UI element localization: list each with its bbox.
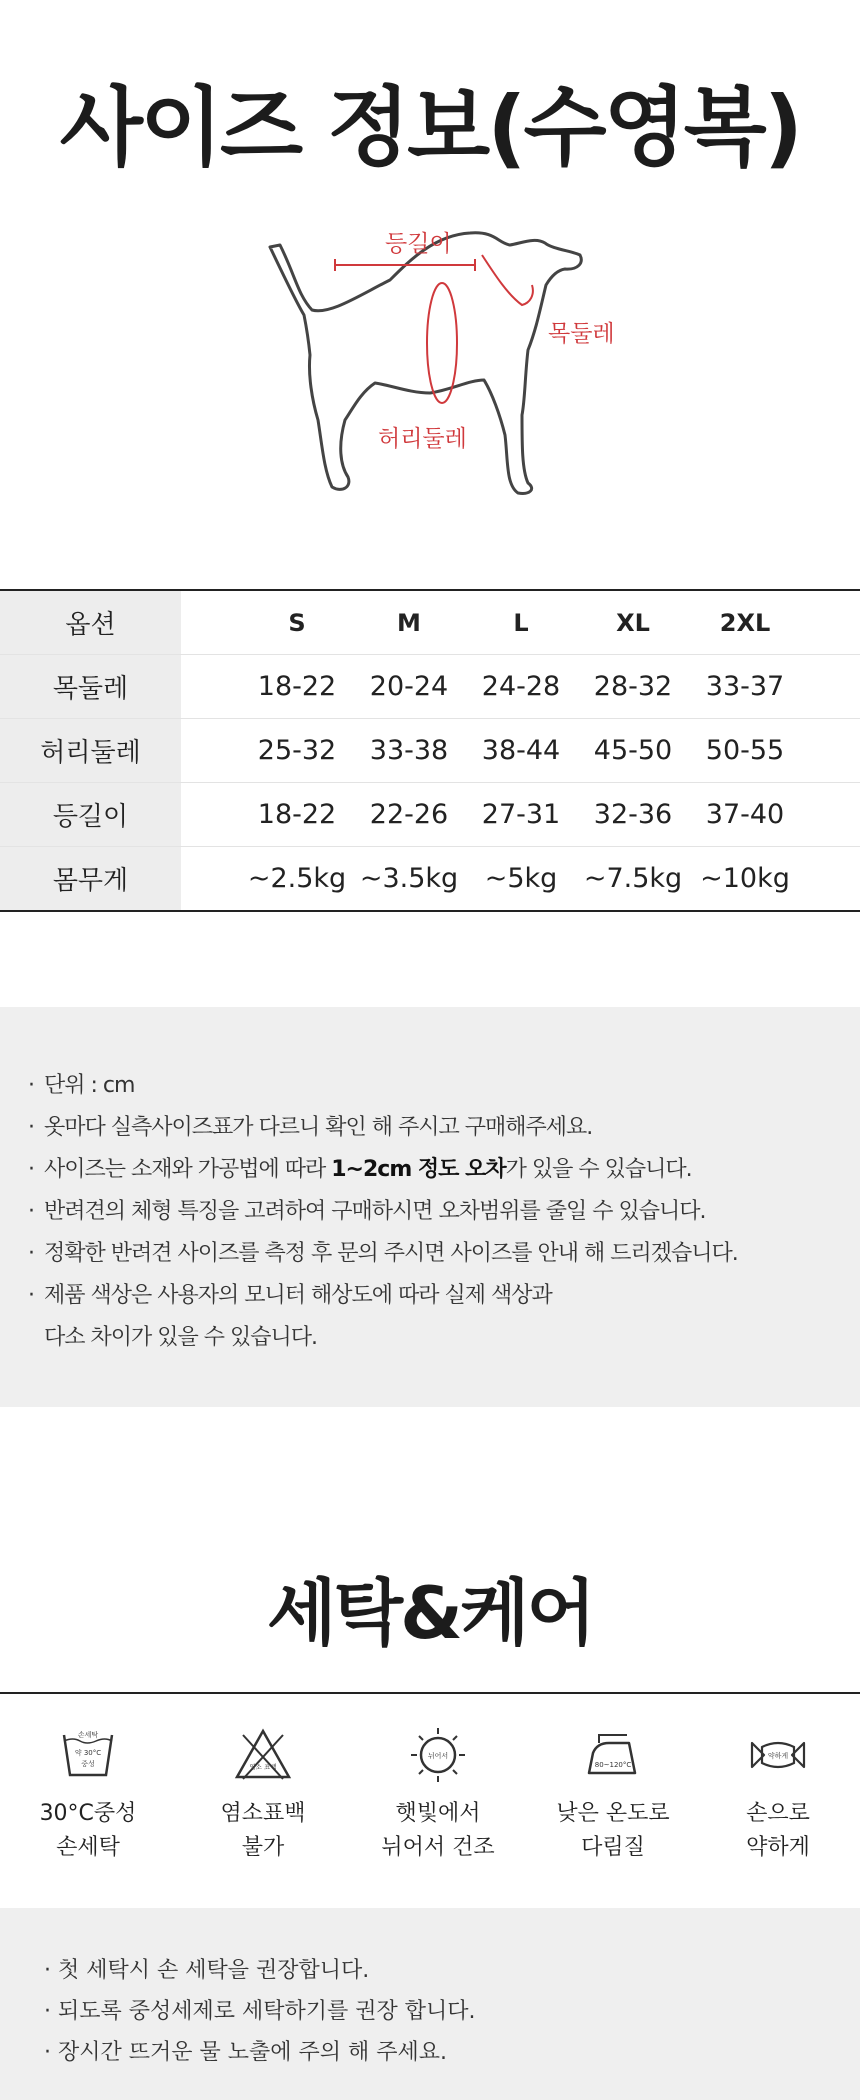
no-bleach-icon [233, 1725, 293, 1785]
table-cell: 22-26 [353, 783, 465, 847]
care-title: 세탁&케어 [267, 1571, 593, 1655]
table-cell: 38-44 [465, 719, 577, 783]
table-header-option: 옵션 [0, 590, 181, 655]
table-cell: 33-37 [689, 655, 801, 719]
table-row [0, 719, 860, 783]
size-notes-panel [0, 1007, 860, 1407]
table-header-row [0, 590, 860, 655]
svg-text:뉘어서: 뉘어서 [427, 1752, 449, 1760]
divider [0, 1692, 860, 1694]
table-row [0, 655, 860, 719]
sun-dry-icon [408, 1725, 468, 1785]
table-header-size: XL [577, 590, 689, 655]
note-item: · 옷마다 실측사이즈표가 다르니 확인 해 주시고 구매해주세요. [28, 1115, 593, 1140]
iron-icon [583, 1725, 643, 1785]
table-header-size: S [241, 590, 353, 655]
table-row [0, 783, 860, 847]
care-item-gentle-wring: 약하게 손으로 약하게 [693, 1725, 860, 1865]
care-notes-panel [0, 1908, 860, 2100]
table-cell: ~2.5kg [247, 863, 347, 894]
note-item: · 정확한 반려견 사이즈를 측정 후 문의 주시면 사이즈를 안내 해 드리겠습니다. [28, 1241, 738, 1266]
table-cell: ~3.5kg [359, 863, 459, 894]
table-header-size: L [465, 590, 577, 655]
care-note-item: · 첫 세탁시 손 세탁을 권장합니다. [44, 1958, 370, 1983]
tolerance-highlight: 1~2cm 정도 오차 [331, 1157, 506, 1182]
table-cell: ~10kg [700, 863, 790, 894]
svg-text:80~120°C: 80~120°C [594, 1761, 632, 1769]
table-cell: 18-22 [241, 783, 353, 847]
svg-text:약 30°C: 약 30°C [74, 1749, 102, 1757]
care-note-item: · 장시간 뜨거운 물 노출에 주의 해 주세요. [44, 2040, 447, 2065]
row-label: 허리둘레 [0, 719, 181, 783]
table-cell: 25-32 [241, 719, 353, 783]
table-header-size: M [353, 590, 465, 655]
back-length-label: 등길이 [385, 231, 452, 257]
table-cell: 45-50 [577, 719, 689, 783]
hand-wash-icon [58, 1725, 118, 1785]
row-label: 목둘레 [0, 655, 181, 719]
care-item-low-iron: 80~120°C 낮은 온도로 다림질 [528, 1725, 698, 1865]
table-cell: 20-24 [353, 655, 465, 719]
table-header-size: 2XL [689, 590, 801, 655]
care-item-no-bleach: 염소 표백 염소표백 불가 [178, 1725, 348, 1865]
table-cell: 18-22 [241, 655, 353, 719]
table-cell: ~7.5kg [583, 863, 683, 894]
table-cell: 37-40 [689, 783, 801, 847]
table-cell: ~5kg [484, 863, 558, 894]
care-icons-row [0, 1725, 860, 1885]
care-item-hand-wash: 손세탁 약 30°C 중성 30°C중성 손세탁 [3, 1725, 173, 1865]
row-label: 등길이 [0, 783, 181, 847]
care-note-item: · 되도록 중성세제로 세탁하기를 권장 합니다. [44, 1999, 476, 2024]
table-cell: 50-55 [689, 719, 801, 783]
note-item: · 사이즈는 소재와 가공법에 따라 1~2cm 정도 오차가 있을 수 있습니다. [28, 1157, 692, 1182]
svg-text:중성: 중성 [81, 1760, 95, 1768]
row-label: 몸무게 [0, 847, 181, 912]
svg-text:약하게: 약하게 [767, 1752, 789, 1760]
svg-text:염소 표백: 염소 표백 [249, 1763, 277, 1771]
table-cell: 32-36 [577, 783, 689, 847]
svg-text:손세탁: 손세탁 [77, 1731, 99, 1739]
table-row [0, 847, 860, 912]
dog-measurement-diagram [260, 215, 620, 505]
table-cell: 24-28 [465, 655, 577, 719]
waist-girth-label: 허리둘레 [378, 426, 467, 452]
care-item-sun-dry: 뉘어서 햇빛에서 뉘어서 건조 [353, 1725, 523, 1865]
table-cell: 33-38 [353, 719, 465, 783]
note-item-continued: 다소 차이가 있을 수 있습니다. [44, 1325, 317, 1350]
note-item: · 단위 : cm [28, 1073, 135, 1098]
note-item: · 제품 색상은 사용자의 모니터 해상도에 따라 실제 색상과 [28, 1283, 552, 1308]
table-cell: 28-32 [577, 655, 689, 719]
gentle-wring-icon [748, 1725, 808, 1785]
neck-girth-label: 목둘레 [548, 321, 615, 347]
size-table [0, 589, 860, 912]
note-item: · 반려견의 체형 특징을 고려하여 구매하시면 오차범위를 줄일 수 있습니다. [28, 1199, 706, 1224]
table-cell: 27-31 [465, 783, 577, 847]
dog-outline-icon [260, 215, 620, 505]
page-title: 사이즈 정보(수영복) [59, 78, 801, 178]
